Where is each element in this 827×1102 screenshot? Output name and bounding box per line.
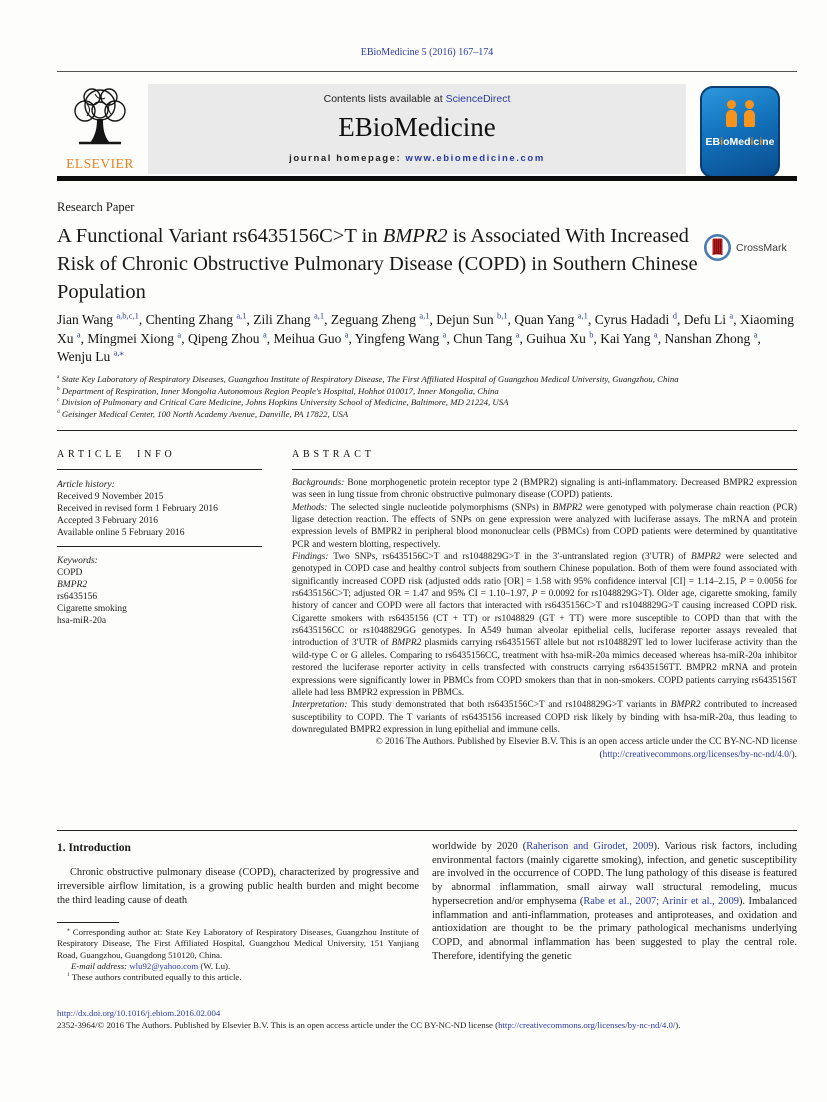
history-label: Article history: <box>57 480 115 490</box>
email-note[interactable]: E-mail address: wlu92@yahoo.com (W. Lu). <box>71 960 231 971</box>
journal-citation[interactable]: EBioMedicine 5 (2016) 167–174 <box>360 47 494 58</box>
journal-banner <box>148 84 686 174</box>
journal-name: EBioMedicine <box>338 112 496 142</box>
top-divider <box>57 71 797 72</box>
corresponding-author-note: ⁎ Corresponding author at: State Key Laboratory of Respiratory Diseases, Guangzhou Institute of Respiratory Disease, The First Affiliated Hospital, Guangzhou Medical University, 151 Yanjiang Road, Guangzhou, Guangdong 510120, China. <box>57 927 419 960</box>
history-revised: Received in revised form 1 February 2016 <box>57 504 218 514</box>
history-accepted: Accepted 3 February 2016 <box>57 516 159 526</box>
ebiomedicine-figures-icon <box>700 100 780 127</box>
abstract-interpretation: Interpretation: This study demonstrated that both rs6435156C>T and rs1048829G>T variants in BMPR2 contributed to increased susceptibility to COPD. The T variants of rs6435156 increased COPD risk likely by binding with hsa-miR-20a, thus leading to downregulated BMPR2 expression in lung epithelial and immune cells. <box>292 700 797 735</box>
keyword: BMPR2 <box>57 580 88 590</box>
doi-link[interactable]: http://dx.doi.org/10.1016/j.ebiom.2016.02.004 <box>57 1008 221 1018</box>
history-received: Received 9 November 2015 <box>57 492 164 502</box>
author-list: Jian Wang $^{a,b,c,1}$, Chenting Zhang $^{a,1}$, Zili Zhang $^{a,1}$, Zeguang Zheng $^{a,1}$, Dejun Sun $^{b,1}$, Quan Yang $^{a,1}$, Cyrus Hadadi $^d$, Defu Li $^a$, Xiaoming Xu $^a$, Mingmei Xiong $^a$, Qipeng Zhou $^a$, Meihua Guo $^a$, Yingfeng Wang $^a$, Chun Tang $^a$, Guihua Xu $^b$, Kai Yang $^a$, Nanshan Zhong $^a$, Wenju Lu $^{a,⁎}$ <box>57 310 794 364</box>
crossmark-label: CrossMark <box>736 241 787 254</box>
abstract-heading: ABSTRACT <box>292 449 375 460</box>
copyright-line: © 2016 The Authors. Published by Elsevier B.V. This is an open access article under the CC BY-NC-ND license <box>375 737 797 748</box>
abstract-findings: Findings: Two SNPs, rs6435156C>T and rs1048829G>T in the 3′-untranslated region (3′UTR) of BMPR2 were selected and genotyped in COPD case and healthy control subjects from southern Chinese population. Both of them were found associated with significantly increased COPD risk (adjusted odds ratio [OR] = 1.58 with 95% confidence interval [CI] = 1.14–2.15, P = 0.0056 for rs6435156C>T; adjusted OR = 1.47 and 95% CI = 1.10–1.97, P = 0.0092 for rs1048829G>T). Older age, cigarette smoking, family history of cancer and COPD were all factors that interacted with rs6435156C>T and rs1048829G>T causing increased COPD risk. Cigarette smokers with rs6435156 (CT + TT) or rs1048829 (GT + TT) were more susceptible to COPD than that with the rs6435156CC or rs1048829GG genotypes. In A549 human alveolar epithelial cells, luciferase reporter assays revealed that introduction of 3′UTR of BMPR2 plasmids carrying rs6435156T allele but not rs1048829T led to lower luciferase activity than the wild-type C or G alleles. Comparing to rs6435156CC, treatment with hsa-miR-20a mimics deceased whereas hsa-miR-20a inhibitor restored the luciferase reporter activity in cells transfected with constructs carrying rs6435156TT. BMPR2 mRNA and protein expressions were significantly lower in PBMCs from COPD smokers than that in non-smokers. COPD patients carrying rs6435156T allele had less BMPR2 expression in PBMCs. <box>292 552 798 698</box>
elsevier-wordmark: ELSEVIER <box>66 156 134 171</box>
abstract-backgrounds: Backgrounds: Bone morphogenetic protein receptor type 2 (BMPR2) signaling is anti-inflammatory. Decreased BMPR2 expression was seen in lung tissue from chronic obstructive pulmonary disease (COPD) patients. <box>292 478 797 501</box>
crossmark-icon <box>704 234 731 261</box>
history-online: Available online 5 February 2016 <box>57 528 185 538</box>
article-type-label: Research Paper <box>57 200 135 214</box>
article-title: A Functional Variant rs6435156C>T in BMPR2 is Associated With Increased Risk of Chronic Obstructive Pulmonary Disease (COPD) in Southern Chinese Population <box>57 225 698 303</box>
crossmark-badge[interactable] <box>704 234 787 261</box>
equal-contribution-note: $^1$ These authors contributed equally to this article. <box>67 972 242 983</box>
introduction-heading: 1. Introduction <box>57 842 131 854</box>
contents-line[interactable]: Contents lists available at ScienceDirect <box>323 93 511 105</box>
keyword: rs6435156 <box>57 592 98 602</box>
affiliation-a: $^a$ State Key Laboratory of Respiratory Diseases, Guangzhou Institute of Respiratory Disease, The First Affiliated Hospital of Guangzhou Medical University, Guangzhou, China <box>57 374 679 384</box>
article-info-heading: ARTICLE INFO <box>57 449 176 460</box>
abstract-body <box>292 477 797 761</box>
affiliation-c: $^c$ Division of Pulmonary and Critical Care Medicine, Johns Hopkins University School of Medicine, Baltimore, MD 21224, USA <box>57 397 509 407</box>
introduction-right-column: worldwide by 2020 (Raherison and Girodet, 2009). Various risk factors, including environmental factors (mainly cigarette smoking), infection, and genetic susceptibility are involved in the occurrence of COPD. The lung pathology of this disease is featured by abnormal inflammation, small airway wall structural remodeling, mucus hypersecretion and/or emphysema (Rabe et al., 2007; Arinir et al., 2009). Imbalanced inflammation and anti-inflammation, proteases and antiproteases, and oxidation and antioxidation are thought to be the primary pathological mechanisms underlying COPD, and abnormal inflammation has been suggested to play the central role. Therefore, identifying the genetic <box>432 841 798 962</box>
keyword: COPD <box>57 568 83 578</box>
keywords-divider <box>57 546 262 547</box>
journal-homepage-link[interactable]: journal homepage: www.ebiomedicine.com <box>289 153 545 164</box>
elsevier-logo <box>57 86 143 174</box>
affiliation-b: $^b$ Department of Respiration, Inner Mongolia Autonomous Region People's Hospital, Hohhot 010017, Inner Mongolia, China <box>57 385 499 396</box>
ebiomedicine-logo <box>700 86 780 178</box>
keywords-block <box>57 555 262 627</box>
article-info-underline <box>57 469 262 470</box>
section-divider <box>57 430 797 431</box>
keyword: hsa-miR-20a <box>57 616 107 626</box>
affiliations <box>57 374 797 420</box>
license-link[interactable]: (http://creativecommons.org/licenses/by-nc-nd/4.0/). <box>599 749 797 760</box>
elsevier-tree-icon <box>67 86 133 150</box>
introduction-left-column: Chronic obstructive pulmonary disease (COPD), characterized by progressive and irreversible airflow limitation, is a growing public health burden and might become the third leading cause of death <box>57 867 419 906</box>
issn-copyright-line: 2352-3964/© 2016 The Authors. Published by Elsevier B.V. This is an open access article under the CC BY-NC-ND license (http://creativecommons.org/licenses/by-nc-nd/4.0/). <box>57 1020 681 1030</box>
keywords-label: Keywords: <box>57 556 98 566</box>
abstract-methods: Methods: The selected single nucleotide polymorphisms (SNPs) in BMPR2 were genotyped with polymerase chain reaction (PCR) ligase detection reaction. The effects of SNPs on gene expression were analyzed with luciferase assays. The mRNA and protein expression levels of BMPR2 in peripheral blood mononuclear cells (PBMCs) from COPD patients were determined by quantitative PCR and western blotting, respectively. <box>292 502 797 550</box>
footnotes <box>57 927 419 983</box>
footnote-rule <box>57 922 119 923</box>
article-history <box>57 479 262 539</box>
body-divider <box>57 830 797 831</box>
keyword: Cigarette smoking <box>57 604 127 614</box>
affiliation-d: $^d$ Geisinger Medical Center, 100 North Academy Avenue, Danville, PA 17822, USA <box>57 408 349 419</box>
abstract-underline <box>292 469 797 470</box>
masthead-rule <box>57 176 797 181</box>
ebiomedicine-wordmark: EBioMedicine <box>705 136 775 148</box>
